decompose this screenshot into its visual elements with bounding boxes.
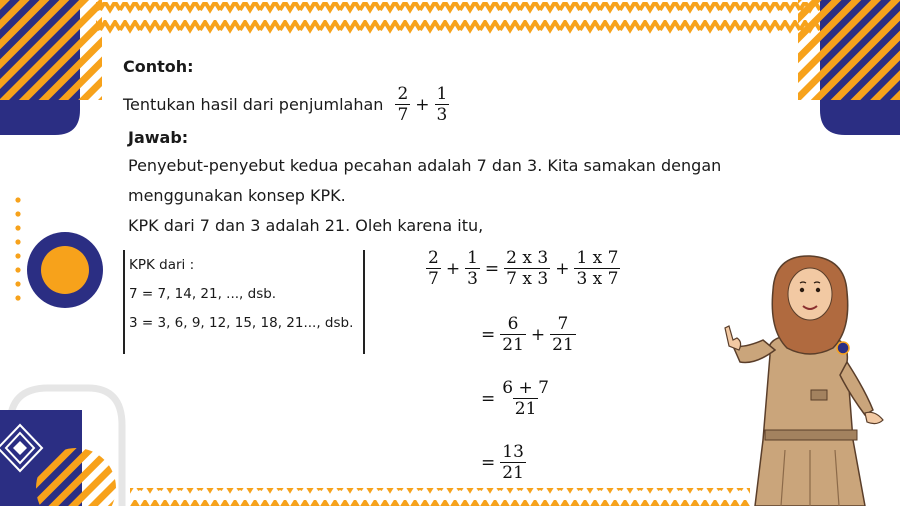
plus-sign: +: [530, 324, 546, 345]
plus-sign: +: [555, 258, 570, 279]
numerator: 1: [467, 248, 478, 268]
bottom-left-decoration: [0, 388, 122, 506]
top-left-corner-decoration: [0, 0, 102, 135]
numerator: 2 x 3: [506, 248, 549, 268]
step-1-equation: [424, 248, 622, 289]
denominator: 7: [428, 269, 439, 289]
paragraph-line-2: menggunakan konsep KPK.: [128, 186, 346, 205]
top-right-corner-decoration: [798, 0, 900, 135]
step-2-equation: [478, 314, 578, 355]
plus-sign: +: [445, 258, 461, 279]
denominator: 7: [397, 105, 409, 125]
fraction: [504, 248, 550, 289]
denominator: 21: [502, 335, 524, 355]
plus-sign: +: [415, 94, 430, 115]
kpk-multiples-3: 3 = 3, 6, 9, 12, 15, 18, 21..., dsb.: [129, 315, 354, 331]
numerator: 13: [502, 442, 524, 462]
equals-sign: =: [481, 388, 496, 409]
numerator: 7: [557, 314, 569, 334]
fraction: [500, 378, 551, 419]
numerator: 2: [428, 248, 439, 268]
bottom-zigzag-border: [130, 488, 750, 506]
question-line: [123, 84, 451, 125]
fraction: [426, 248, 441, 289]
denominator: 3 x 7: [576, 269, 619, 289]
numerator: 6: [507, 314, 519, 334]
fraction-one-third: [435, 84, 450, 125]
paragraph-line-1: Penyebut-penyebut kedua pecahan adalah 7 dan 3. Kita samakan dengan: [128, 156, 722, 175]
fraction: [500, 314, 526, 355]
numerator: 1 x 7: [576, 248, 619, 268]
step-3-equation: [478, 378, 553, 419]
answer-heading: Jawab:: [128, 128, 189, 147]
fraction: [574, 248, 620, 289]
left-circle-decoration: [27, 232, 103, 308]
example-heading: Contoh:: [123, 57, 194, 76]
equals-sign: =: [481, 324, 496, 345]
fraction: [500, 442, 526, 483]
numerator: 6 + 7: [502, 378, 549, 398]
equals-sign: =: [484, 258, 500, 279]
top-zigzag-border: [96, 2, 820, 36]
question-expression: [393, 84, 451, 125]
left-dotted-line: [15, 197, 20, 300]
fraction: [465, 248, 480, 289]
teacher-illustration: [715, 250, 895, 506]
kpk-box: [123, 250, 365, 354]
denominator: 7 x 3: [506, 269, 549, 289]
equals-sign: =: [481, 452, 496, 473]
numerator: 1: [436, 84, 448, 104]
kpk-multiples-7: 7 = 7, 14, 21, ..., dsb.: [129, 286, 277, 302]
fraction-two-sevenths: [395, 84, 410, 125]
step-4-equation: [478, 442, 528, 483]
denominator: 21: [514, 399, 537, 419]
kpk-box-title: KPK dari :: [129, 257, 195, 273]
numerator: 2: [397, 84, 409, 104]
denominator: 3: [467, 269, 478, 289]
fraction: [550, 314, 576, 355]
denominator: 3: [436, 105, 448, 125]
question-text: Tentukan hasil dari penjumlahan: [123, 94, 384, 114]
denominator: 21: [552, 335, 574, 355]
denominator: 21: [502, 463, 524, 483]
paragraph-line-3: KPK dari 7 dan 3 adalah 21. Oleh karena itu,: [128, 216, 484, 235]
